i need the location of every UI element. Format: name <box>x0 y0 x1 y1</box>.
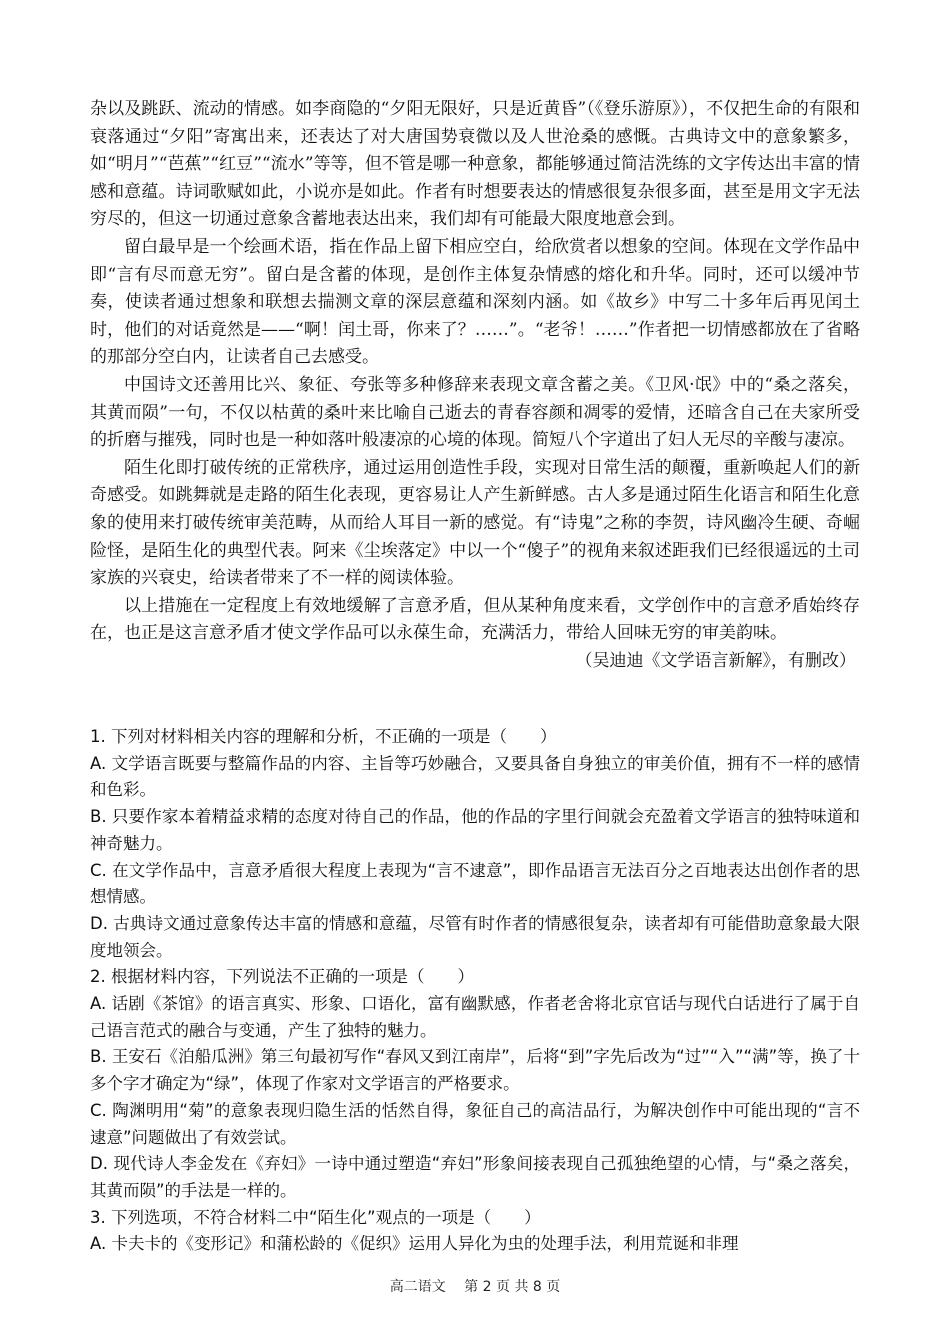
question-section <box>90 724 860 1258</box>
question-1-stem: 1. 下列对材料相关内容的理解和分析，不正确的一项是（ ） <box>90 727 557 746</box>
question-2-option-a: A. 话剧《茶馆》的语言真实、形象、口语化，富有幽默感，作者老舍将北京官话与现代白话进行了属于自己语言范式的融合与变通，产生了独特的魅力。 <box>90 994 860 1040</box>
question-2-option-b: B. 王安石《泊船瓜洲》第三句最初写作“春风又到江南岸”，后将“到”字先后改为“过”“入”“满”等，换了十多个字才确定为“绿”，体现了作家对文学语言的严格要求。 <box>90 1047 860 1094</box>
question-1-option-c: C. 在文学作品中，言意矛盾很大程度上表现为“言不逮意”，即作品语言无法百分之百地表达出创作者的思想情感。 <box>90 860 860 907</box>
page-footer: 高二语文 第 2 页 共 8 页 <box>389 1279 561 1295</box>
question-3-option-a: A. 卡夫卡的《变形记》和蒲松龄的《促织》运用人异化为虫的处理手法，利用荒诞和非理 <box>90 1234 739 1254</box>
question-1-option-d: D. 古典诗文通过意象传达丰富的情感和意蕴，尽管有时作者的情感很复杂，读者却有可能借助意象最大限度地领会。 <box>90 913 860 960</box>
question-3-stem: 3. 下列选项，不符合材料二中“陌生化”观点的一项是（ ） <box>90 1207 541 1227</box>
question-2-option-c: C. 陶渊明用“菊”的意象表现归隐生活的恬然自得，象征自己的高洁品行，为解决创作中可能出现的“言不逮意”问题做出了有效尝试。 <box>90 1100 860 1147</box>
question-2-stem: 2. 根据材料内容，下列说法不正确的一项是（ ） <box>90 967 474 987</box>
question-1-option-b: B. 只要作家本着精益求精的态度对待自己的作品，他的作品的字里行间就会充盈着文学语言的独特味道和神奇魅力。 <box>90 807 860 853</box>
passage-paragraph-2: 留白最早是一个绘画术语，指在作品上留下相应空白，给欣赏者以想象的空间。体现在文学作品中即“言有尽而意无穷”。留白是含蓄的体现，是创作主体复杂情感的熔化和升华。同时，还可以缓冲节奏，使读者通过想象和联想去揣测文章的深层意蕴和深刻内涵。如《故乡》中写二十多年后再见闰土时，他们的对话竟然是——“啊！闰土哥，你来了？……”。“老爷！……”作者把一切情感都放在了省略的那部分空白内，让读者自己去感受。 <box>90 236 860 368</box>
passage-paragraph-1: 杂以及跳跃、流动的情感。如李商隐的“夕阳无限好，只是近黄昏”（《登乐游原》），不仅把生命的有限和衰落通过“夕阳”寄寓出来，还表达了对大唐国势衰微以及人世沧桑的感慨。古典诗文中的意象繁多，如“明月”“芭蕉”“红豆”“流水”等等，但不管是哪一种意象，都能够通过简洁洗练的文字传达出丰富的情感和意蕴。诗词歌赋如此，小说亦是如此。作者有时想要表达的情感很复杂很多面，甚至是用文字无法穷尽的，但这一切通过意象含蓄地表达出来，我们却有可能最大限度地意会到。 <box>90 99 860 230</box>
passage-paragraph-4: 陌生化即打破传统的正常秩序，通过运用创造性手段，实现对日常生活的颠覆，重新唤起人们的新奇感受。如跳舞就是走路的陌生化表现，更容易让人产生新鲜感。古人多是通过陌生化语言和陌生化意象的使用来打破传统审美范畴，从而给人耳目一新的感觉。有“诗鬼”之称的李贺，诗风幽冷生硬、奇崛险怪，是陌生化的典型代表。阿来《尘埃落定》中以一个“傻子”的视角来叙述距我们已经很遥远的土司家族的兴衰史，给读者带来了不一样的阅读体验。 <box>90 457 860 589</box>
passage-paragraph-3: 中国诗文还善用比兴、象征、夸张等多种修辞来表现文章含蓄之美。《卫风·氓》中的“桑之落矣，其黄而陨”一句，不仅以枯黄的桑叶来比喻自己逝去的青春容颜和凋零的爱情，还暗含自己在夫家所受的折磨与摧残，同时也是一种如落叶般凄凉的心境的体现。简短八个字道出了妇人无尽的辛酸与凄凉。 <box>90 374 860 451</box>
reading-passage <box>90 96 860 675</box>
question-1-option-a: A. 文学语言既要与整篇作品的内容、主旨等巧妙融合，又要具备自身独立的审美价值，拥有不一样的感情和色彩。 <box>90 753 860 800</box>
passage-source: （吴迪迪《文学语言新解》，有删改） <box>575 650 856 671</box>
passage-paragraph-5: 以上措施在一定程度上有效地缓解了言意矛盾，但从某种角度来看，文学创作中的言意矛盾始终存在，也正是这言意矛盾才使文学作品可以永葆生命，充满活力，带给人回味无穷的审美韵味。 <box>90 595 860 644</box>
question-2-option-d: D. 现代诗人李金发在《弃妇》一诗中通过塑造“弃妇”形象间接表现自己孤独绝望的心情，与“桑之落矣，其黄而陨”的手法是一样的。 <box>90 1154 860 1200</box>
